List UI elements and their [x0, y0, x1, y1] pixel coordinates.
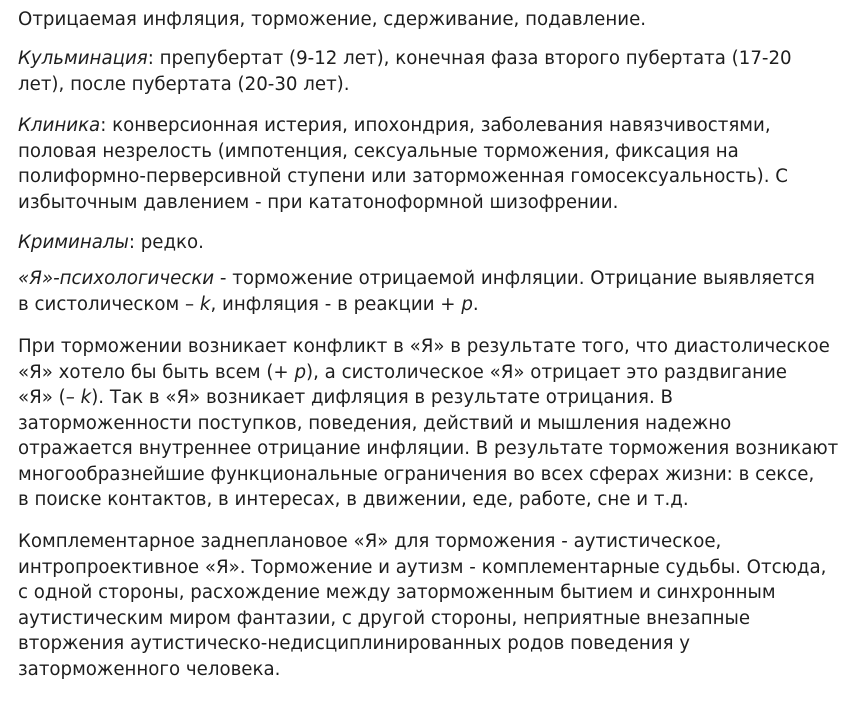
paragraph-complementary-self — [18, 529, 848, 682]
symbol-p: p — [294, 361, 306, 383]
text-fragment: ), а систолическое «Я» отрицает это раздвигание — [305, 361, 787, 383]
text-line: многообразнейшие функциональные ограничения во всех сферах жизни: в сексе, — [18, 463, 815, 485]
symbol-p: p — [461, 293, 473, 315]
text-fragment: , инфляция - в реакции + — [210, 293, 462, 315]
text-fragment: : редко. — [128, 232, 204, 253]
text-line: половая незрелость (импотенция, сексуальные торможения, фиксация на — [18, 140, 739, 162]
text-line: Комплементарное заднеплановое «Я» для торможения - аутистическое, — [18, 531, 722, 552]
text-line: полиформно-перверсивной ступени или заторможенная гомосексуальность). С — [18, 166, 789, 187]
text-fragment: «Я» хотело бы быть всем (+ — [18, 361, 295, 383]
text-line: заторможенности поступков, поведения, действий и мышления надежно — [18, 412, 732, 434]
text-fragment: : конверсионная истерия, ипохондрия, заболевания навязчивостями, — [100, 115, 771, 136]
text-fragment: в систолическом – — [18, 293, 200, 315]
paragraph-criminals — [18, 230, 848, 256]
paragraph-clinic — [18, 113, 848, 215]
text-line: с одной стороны, расхождение между заторможенным бытием и синхронным — [18, 582, 776, 603]
text-line: лет), после пубертата (20-30 лет). — [18, 73, 350, 95]
text-line — [18, 266, 848, 292]
text-fragment: ). Так в «Я» возникает дифляция в результате отрицания. В — [91, 387, 674, 408]
text-line — [18, 385, 848, 411]
text-fragment: «Я» (– — [18, 387, 81, 408]
symbol-k: k — [80, 387, 92, 408]
text-line — [18, 292, 848, 318]
text-line — [18, 113, 848, 139]
term-criminals: Криминалы — [18, 232, 129, 253]
paragraph-psychological — [18, 266, 848, 317]
text-fragment: : препубертат (9-12 лет), конечная фаза второго пубертата (17-20 — [147, 48, 792, 69]
text-line: отражается внутреннее отрицание инфляции. В результате торможения возникают — [18, 438, 839, 459]
term-clinic: Клиника — [18, 115, 101, 136]
text-line: заторможенного человека. — [18, 658, 281, 680]
paragraph-intro — [18, 7, 848, 33]
term-culmination: Кульминация — [18, 48, 148, 69]
paragraph-inhibition-conflict — [18, 334, 848, 513]
symbol-k: k — [199, 293, 211, 315]
text-line: интропроективное «Я». Торможение и аутизм - комплементарные судьбы. Отсюда, — [18, 556, 827, 578]
text-line — [18, 230, 848, 256]
text-line: При торможении возникает конфликт в «Я» в результате того, что диастолическое — [18, 336, 830, 357]
text-line: аутистическим миром фантазии, с другой стороны, неприятные внезапные — [18, 607, 751, 629]
text-line: избыточным давлением - при кататоноформной шизофрении. — [18, 191, 619, 213]
term-psychological: «Я»-психологически — [18, 268, 215, 289]
paragraph-culmination — [18, 46, 848, 97]
text-line — [18, 46, 848, 72]
text-line: вторжения аутистическо-недисциплинированных родов поведения у — [18, 633, 691, 654]
text-line — [18, 360, 848, 386]
text-fragment: - торможение отрицаемой инфляции. Отрицание выявляется — [214, 268, 815, 289]
text-line: Отрицаемая инфляция, торможение, сдерживание, подавление. — [18, 9, 647, 30]
text-line: в поиске контактов, в интересах, в движении, еде, работе, сне и т.д. — [18, 489, 689, 510]
text-fragment: . — [472, 293, 479, 315]
